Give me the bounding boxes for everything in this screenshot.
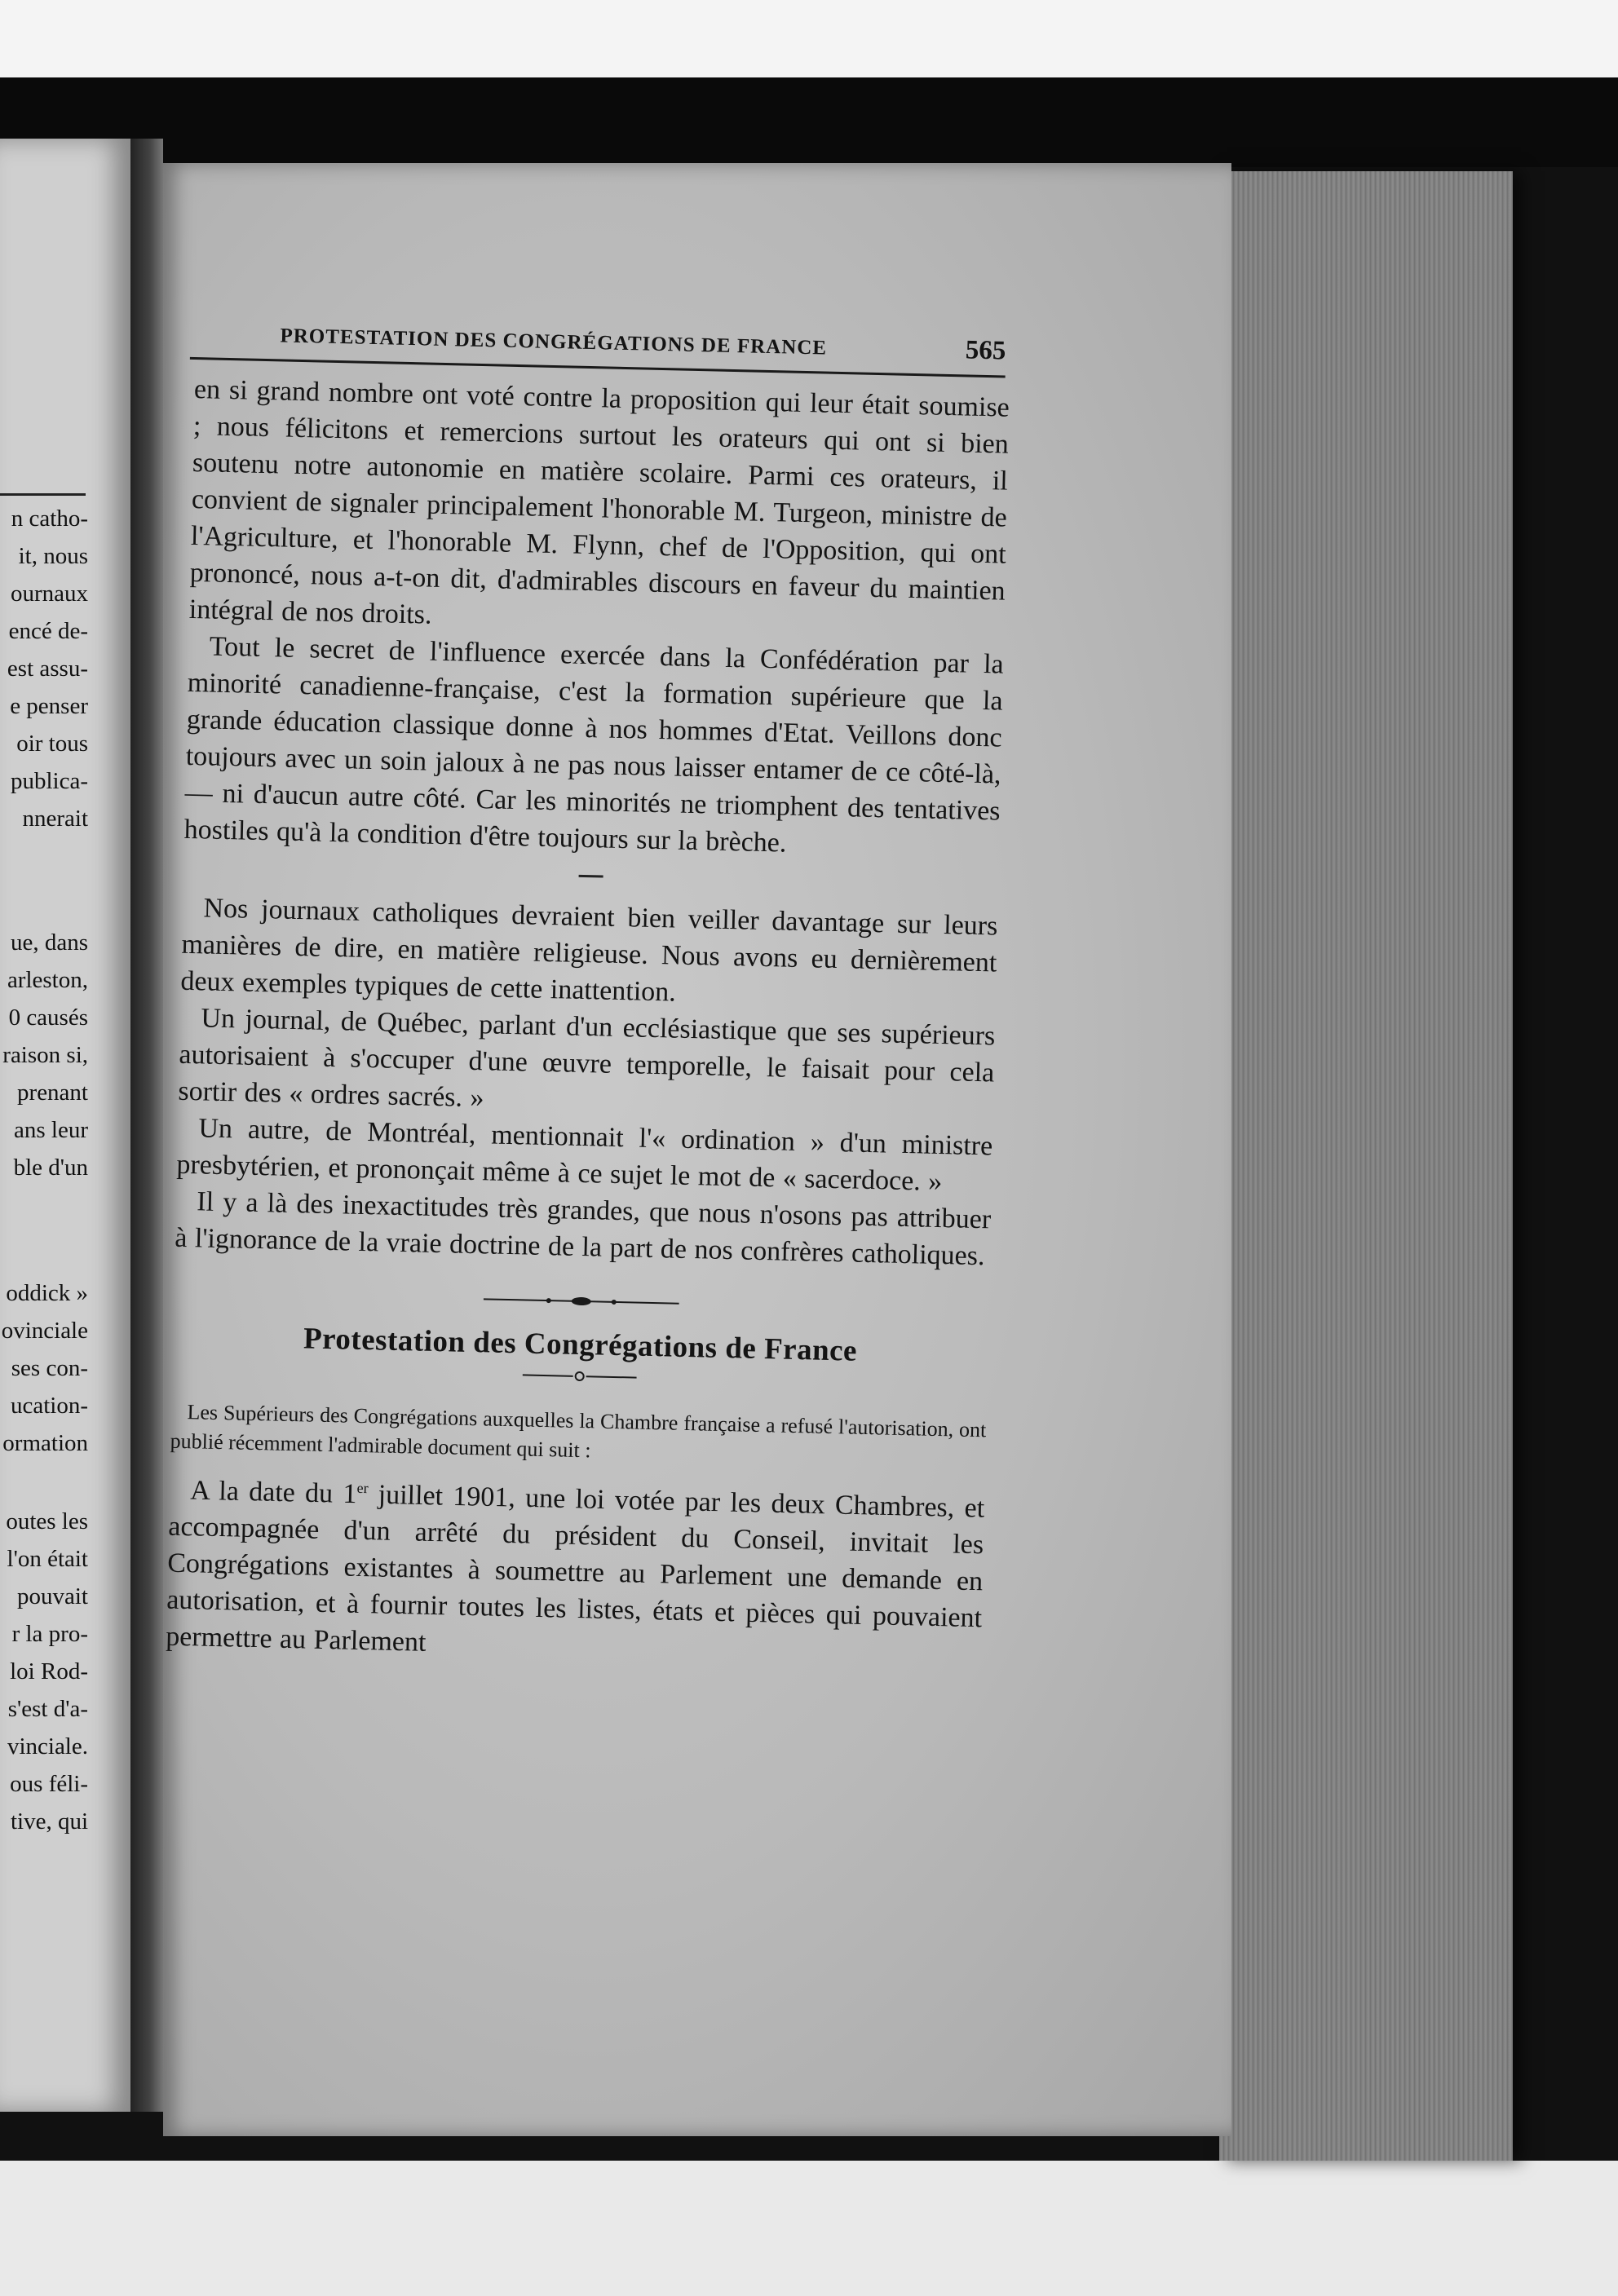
- film-margin-bottom: [0, 2161, 1618, 2296]
- left-page-line: vinciale.: [7, 1733, 88, 1760]
- left-page-line: r la pro-: [11, 1621, 88, 1647]
- running-title: PROTESTATION DES CONGRÉGATIONS DE FRANCE: [280, 325, 828, 360]
- section-dash: [579, 875, 603, 878]
- left-page-line: ovinciale: [1, 1318, 88, 1344]
- film-dark-band: [0, 77, 1618, 167]
- main-page: [163, 163, 1231, 2136]
- left-page-line: ous féli-: [10, 1771, 88, 1797]
- page-block-edges: [1219, 171, 1513, 2161]
- left-page-rule: [0, 493, 86, 496]
- left-page-line: pouvait: [17, 1583, 88, 1609]
- page-content: [166, 318, 1011, 1674]
- left-page: [0, 139, 130, 2112]
- left-page-line: publica-: [10, 768, 88, 794]
- film-margin-top: [0, 0, 1618, 77]
- page-number: 565: [965, 335, 1006, 366]
- paragraph: Tout le secret de l'influence exercée dans la Confédération par la minorité canadienne-française, c'est la formation supérieure que la grande éducation classique donne à nos hommes d'Etat. Veillons donc toujours avec un soin jaloux à ne pas nous laisser entamer de ce côté-là, — ni d'aucun autre côté. Car les minorités ne triomphent des tentatives hostiles qu'à la condition d'être toujours sur la brèche.: [183, 631, 1005, 859]
- final-para-rest: juillet 1901, une loi votée par les deux Chambres, et accompagnée d'un arrêté du président du Conseil, invitait les Congrégations existantes à soumettre au Parlement une demande en autorisation, et à fournir toutes les listes, états et pièces qui pouvaient permettre au Parlement: [165, 1479, 985, 1658]
- left-page-line: ses con-: [11, 1355, 88, 1381]
- left-page-line: s'est d'a-: [7, 1696, 88, 1722]
- left-page-line: loi Rod-: [10, 1658, 88, 1684]
- paragraph: Nos journaux catholiques devraient bien veiller davantage sur leurs manières de dire, en matière religieuse. Nous avons eu dernièrement deux exemples typiques de cette inattention.: [180, 893, 998, 1008]
- left-page-line: prenant: [17, 1080, 88, 1106]
- paragraph: Un journal, de Québec, parlant d'un ecclésiastique que ses supérieurs autorisaient à s'occuper d'une œuvre temporelle, le faisait pour cela sortir des « ordres sacrés. »: [178, 1003, 996, 1114]
- left-page-line: oddick »: [6, 1280, 88, 1306]
- left-page-line: ble d'un: [13, 1155, 88, 1181]
- left-page-line: ans leur: [14, 1117, 88, 1143]
- running-head: [190, 318, 1006, 378]
- left-page-line: outes les: [6, 1508, 88, 1534]
- left-page-line: oir tous: [16, 731, 88, 757]
- final-para-start: A la date du 1: [189, 1475, 357, 1510]
- left-page-line: ormation: [2, 1430, 88, 1456]
- intro-note: Les Supérieurs des Congrégations auxquelles la Chambre française a refusé l'autorisation, ont publié récemment l'admirable document qui suit :: [170, 1400, 987, 1463]
- paragraph: Un autre, de Montréal, mentionnait l'« ordination » d'un ministre presbytérien, et prononçait même à ce sujet le mot de « sacerdoce. »: [176, 1113, 993, 1198]
- left-page-line: ue, dans: [10, 929, 88, 956]
- left-page-line: ucation-: [10, 1393, 88, 1419]
- ornament-divider: [484, 1292, 679, 1309]
- final-para-sup: er: [356, 1479, 369, 1497]
- left-page-line: nnerait: [22, 806, 88, 832]
- left-page-line: arleston,: [7, 967, 88, 993]
- small-ornament: [523, 1369, 637, 1383]
- left-page-line: 0 causés: [8, 1004, 88, 1031]
- left-page-line: raison si,: [2, 1042, 88, 1068]
- left-page-line: encé de-: [8, 618, 88, 644]
- left-page-line: est assu-: [7, 656, 88, 682]
- left-page-line: n catho-: [11, 506, 88, 532]
- left-page-line: e penser: [10, 693, 88, 719]
- section-title: Protestation des Congrégations de France: [303, 1322, 858, 1368]
- paragraph-final: [166, 1466, 985, 1674]
- left-page-line: it, nous: [18, 543, 88, 569]
- left-page-line: tive, qui: [10, 1808, 88, 1835]
- left-page-line: ournaux: [10, 581, 88, 607]
- paragraph: en si grand nombre ont voté contre la proposition qui leur était soumise ; nous félicitons et remercions surtout les orateurs qui ont si bien soutenu notre autonomie en matière scolaire. Parmi ces orateurs, il convient de signaler principalement l'honorable M. Turgeon, ministre de l'Agriculture, et l'honorable M. Flynn, chef de l'Opposition, qui ont prononcé, nous a-t-on dit, d'admirables discours en faveur du maintien intégral de nos droits.: [188, 373, 1010, 630]
- left-page-line: l'on était: [7, 1546, 88, 1572]
- book-gutter: [130, 139, 163, 2112]
- paragraph: Il y a là des inexactitudes très grandes, que nous n'osons pas attribuer à l'ignorance de la vraie doctrine de la part de nos confrères catholiques.: [174, 1186, 992, 1272]
